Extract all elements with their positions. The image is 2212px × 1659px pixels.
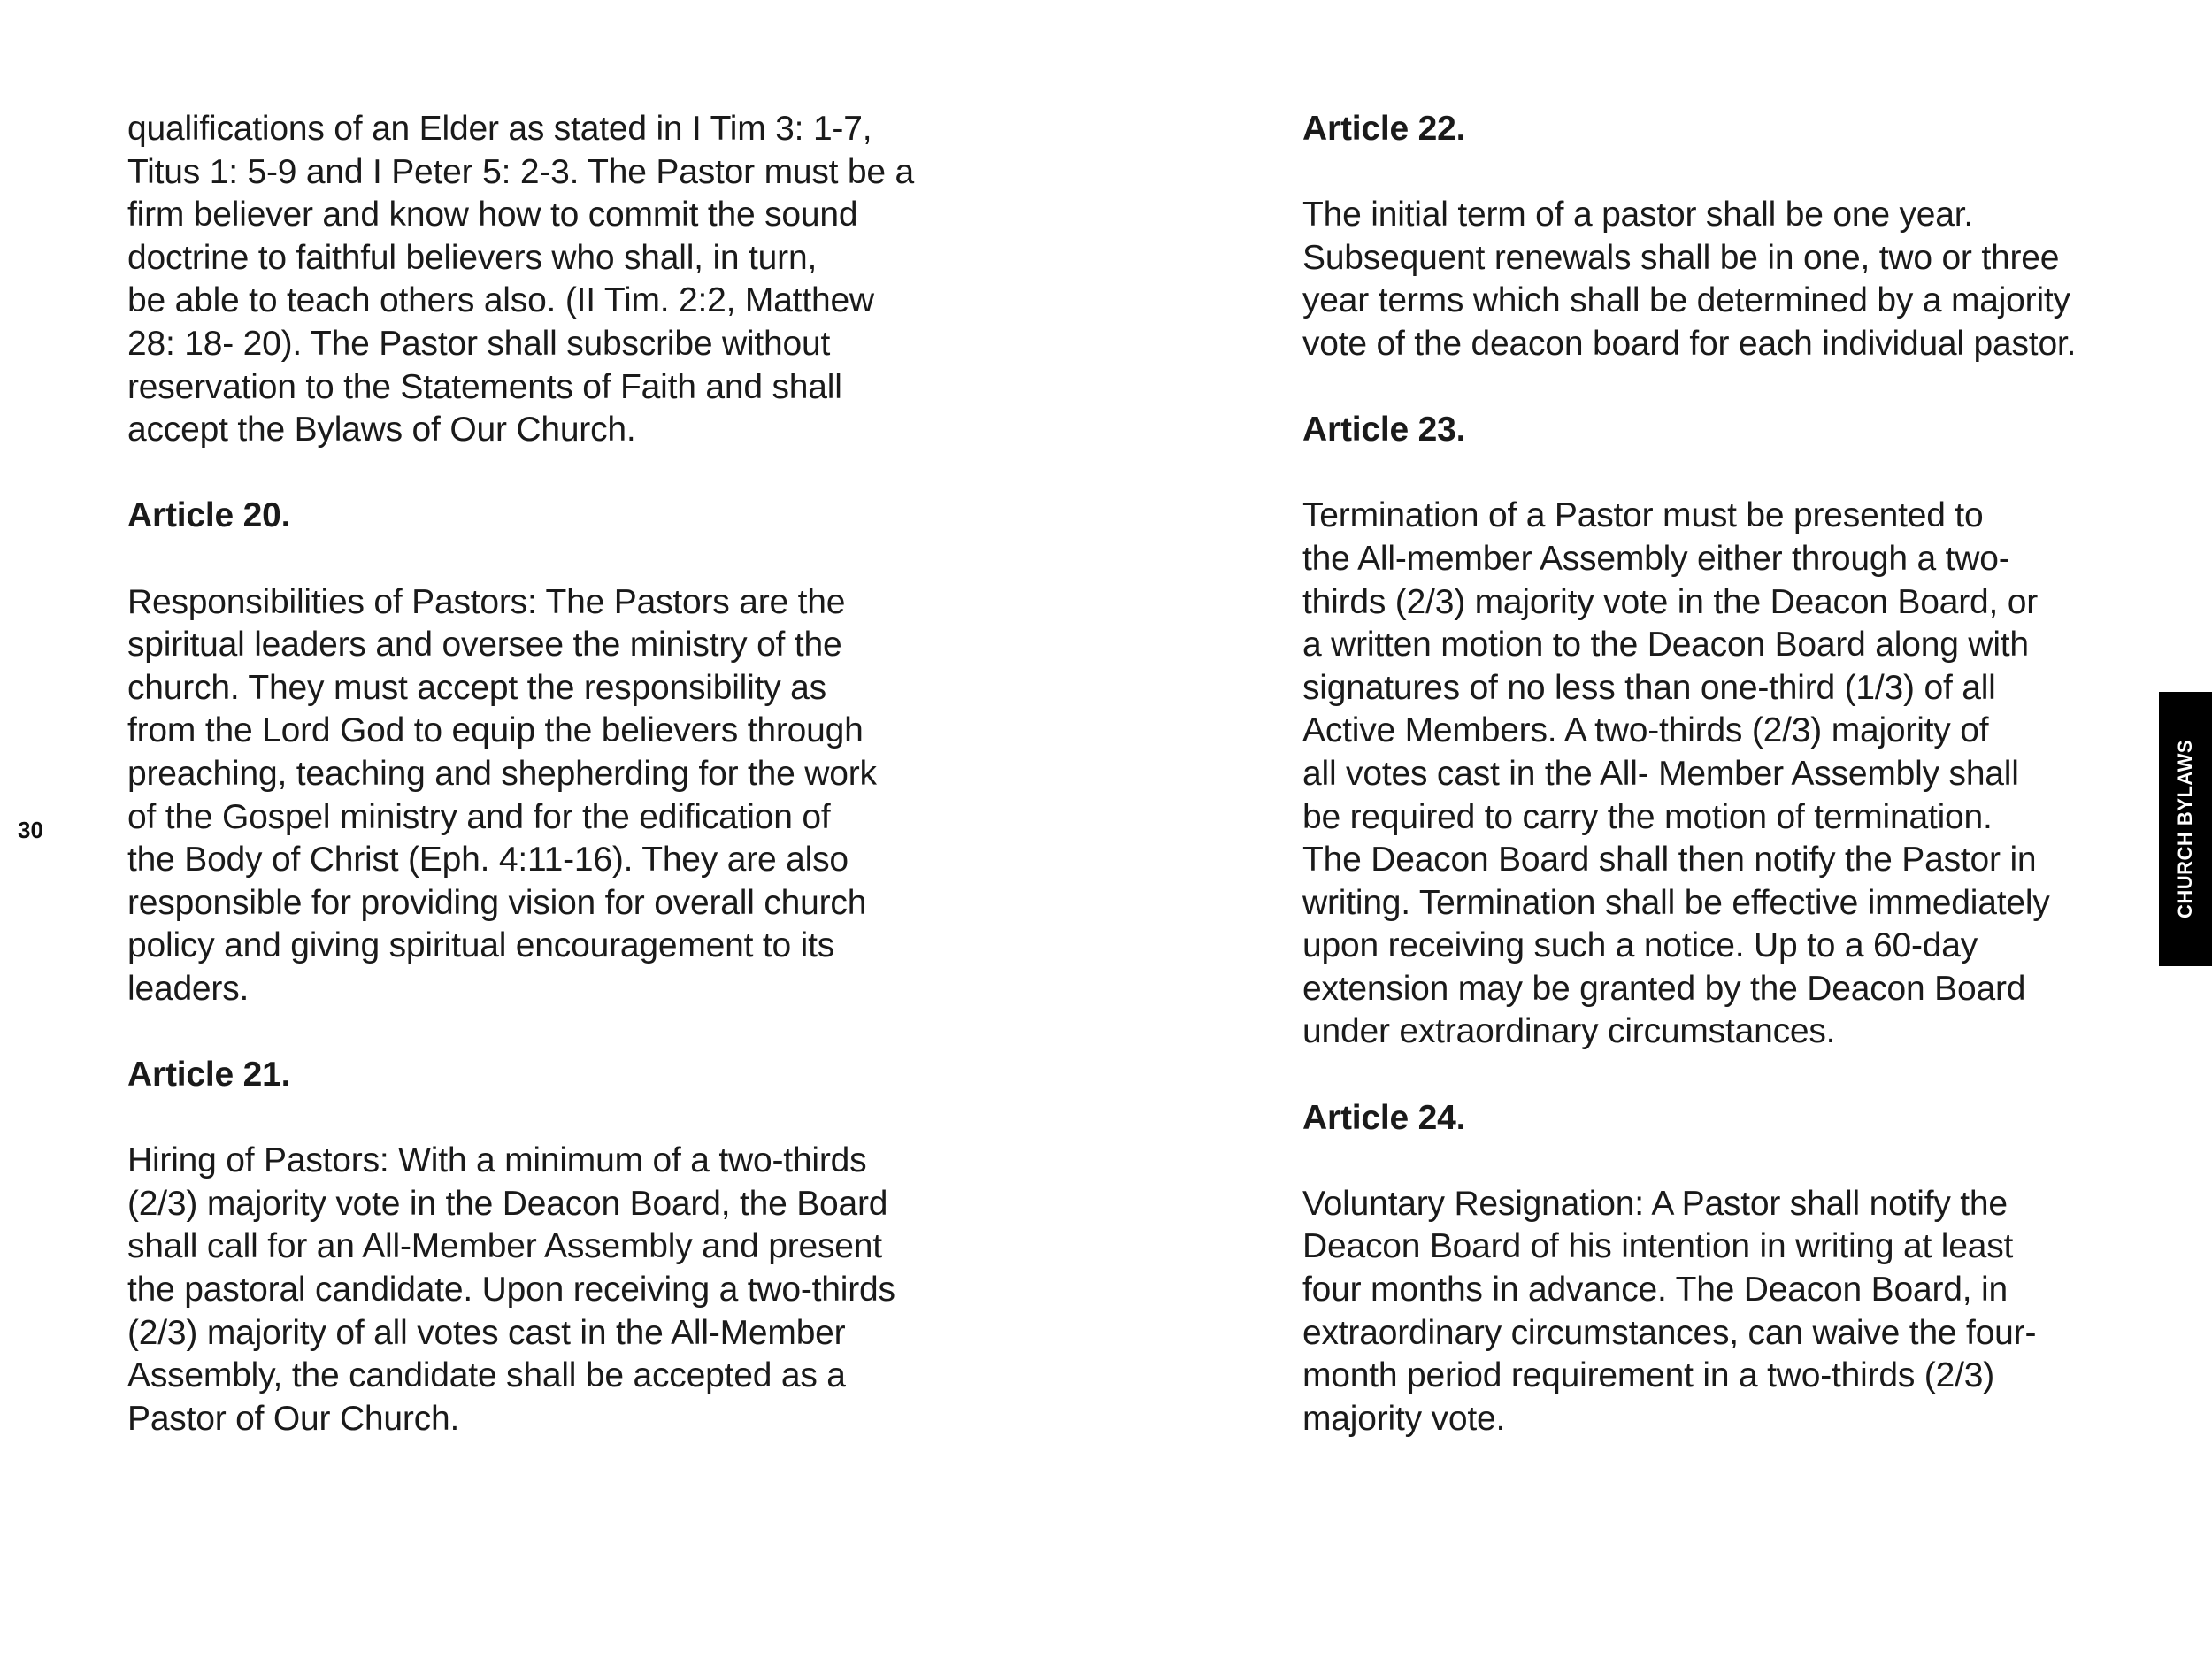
text-line: under extraordinary circumstances. [1302, 1012, 1836, 1051]
text-line: all votes cast in the All- Member Assembly shall [1302, 754, 2019, 793]
text-line: signatures of no less than one-third (1/3) of all [1302, 668, 1996, 707]
text-line: year terms which shall be determined by a majority [1302, 281, 2070, 320]
text-line: upon receiving such a notice. Up to a 60-day [1302, 926, 1978, 965]
article-24-heading: Article 24. [1302, 1098, 1466, 1137]
text-line: policy and giving spiritual encouragement to its [127, 926, 835, 965]
text-line: Termination of a Pastor must be presented to [1302, 496, 1984, 535]
text-line: responsible for providing vision for overall church [127, 883, 867, 922]
text-line: extension may be granted by the Deacon Board [1302, 969, 2026, 1008]
text-line: spiritual leaders and oversee the ministry of the [127, 626, 842, 664]
text-line: 28: 18- 20). The Pastor shall subscribe without [127, 324, 831, 363]
article-20-heading: Article 20. [127, 496, 291, 535]
spacer [1302, 452, 2116, 495]
intro-paragraph [127, 108, 941, 452]
text-line: from the Lord God to equip the believers through [127, 711, 864, 750]
text-line: preaching, teaching and shepherding for the work [127, 754, 877, 793]
text-line: The Deacon Board shall then notify the Pastor in [1302, 841, 2037, 879]
text-line: Pastor of Our Church. [127, 1399, 460, 1438]
text-line: the pastoral candidate. Upon receiving a two-thirds [127, 1271, 895, 1310]
page-number: 30 [18, 817, 43, 843]
text-line: (2/3) majority of all votes cast in the All-Member [127, 1313, 846, 1352]
text-line: firm believer and know how to commit the sound [127, 196, 858, 234]
left-column [127, 108, 941, 1440]
text-line: Assembly, the candidate shall be accepted as a [127, 1356, 846, 1395]
spacer [1302, 366, 2116, 410]
text-line: leaders. [127, 969, 250, 1008]
text-line: the All-member Assembly either through a two- [1302, 539, 2010, 578]
text-line: majority vote. [1302, 1399, 1506, 1438]
text-line: reservation to the Statements of Faith and shall [127, 367, 842, 406]
text-line: extraordinary circumstances, can waive the four- [1302, 1313, 2037, 1352]
text-line: vote of the deacon board for each individual pastor. [1302, 324, 2077, 363]
right-column [1302, 108, 2116, 1440]
article-21-heading: Article 21. [127, 1056, 291, 1094]
spacer [1302, 151, 2116, 195]
text-line: Voluntary Resignation: A Pastor shall notify the [1302, 1184, 2008, 1223]
text-line: be required to carry the motion of termination. [1302, 797, 1993, 836]
text-line: qualifications of an Elder as stated in I Tim 3: 1-7, [127, 110, 872, 148]
text-line: Responsibilities of Pastors: The Pastors are the [127, 582, 846, 621]
text-line: be able to teach others also. (II Tim. 2:2, Matthew [127, 281, 874, 320]
spacer [127, 1010, 941, 1054]
text-line: four months in advance. The Deacon Board, in [1302, 1271, 2008, 1310]
spacer [127, 1097, 941, 1141]
text-line: month period requirement in a two-thirds (2/3) [1302, 1356, 1994, 1395]
article-23-heading: Article 23. [1302, 411, 1466, 449]
article-21-body [127, 1140, 941, 1440]
text-line: a written motion to the Deacon Board along with [1302, 626, 2029, 664]
text-line: Hiring of Pastors: With a minimum of a two-thirds [127, 1141, 867, 1180]
article-24-body [1302, 1183, 2116, 1441]
section-side-tab-label: CHURCH BYLAWS [2174, 739, 2196, 919]
article-22-body [1302, 194, 2116, 365]
text-line: the Body of Christ (Eph. 4:11-16). They are also [127, 841, 849, 879]
section-side-tab [2159, 692, 2212, 966]
article-20-body [127, 581, 941, 1011]
article-22-heading: Article 22. [1302, 110, 1466, 148]
text-line: thirds (2/3) majority vote in the Deacon Board, or [1302, 582, 2039, 621]
spacer [127, 452, 941, 495]
text-line: church. They must accept the responsibility as [127, 668, 826, 707]
text-line: Subsequent renewals shall be in one, two or three [1302, 238, 2060, 277]
article-23-body [1302, 495, 2116, 1054]
text-line: Active Members. A two-thirds (2/3) majority of [1302, 711, 1989, 750]
spacer [127, 538, 941, 581]
text-line: accept the Bylaws of Our Church. [127, 411, 636, 449]
spacer [1302, 1054, 2116, 1097]
text-line: shall call for an All-Member Assembly and present [127, 1227, 882, 1266]
text-line: writing. Termination shall be effective immediately [1302, 883, 2050, 922]
text-line: doctrine to faithful believers who shall, in turn, [127, 238, 818, 277]
text-line: Titus 1: 5-9 and I Peter 5: 2-3. The Pastor must be a [127, 152, 915, 191]
text-line: The initial term of a pastor shall be one year. [1302, 196, 1974, 234]
text-line: of the Gospel ministry and for the edification of [127, 797, 831, 836]
spacer [1302, 1140, 2116, 1183]
text-line: (2/3) majority vote in the Deacon Board, the Board [127, 1184, 888, 1223]
text-line: Deacon Board of his intention in writing at least [1302, 1227, 2014, 1266]
